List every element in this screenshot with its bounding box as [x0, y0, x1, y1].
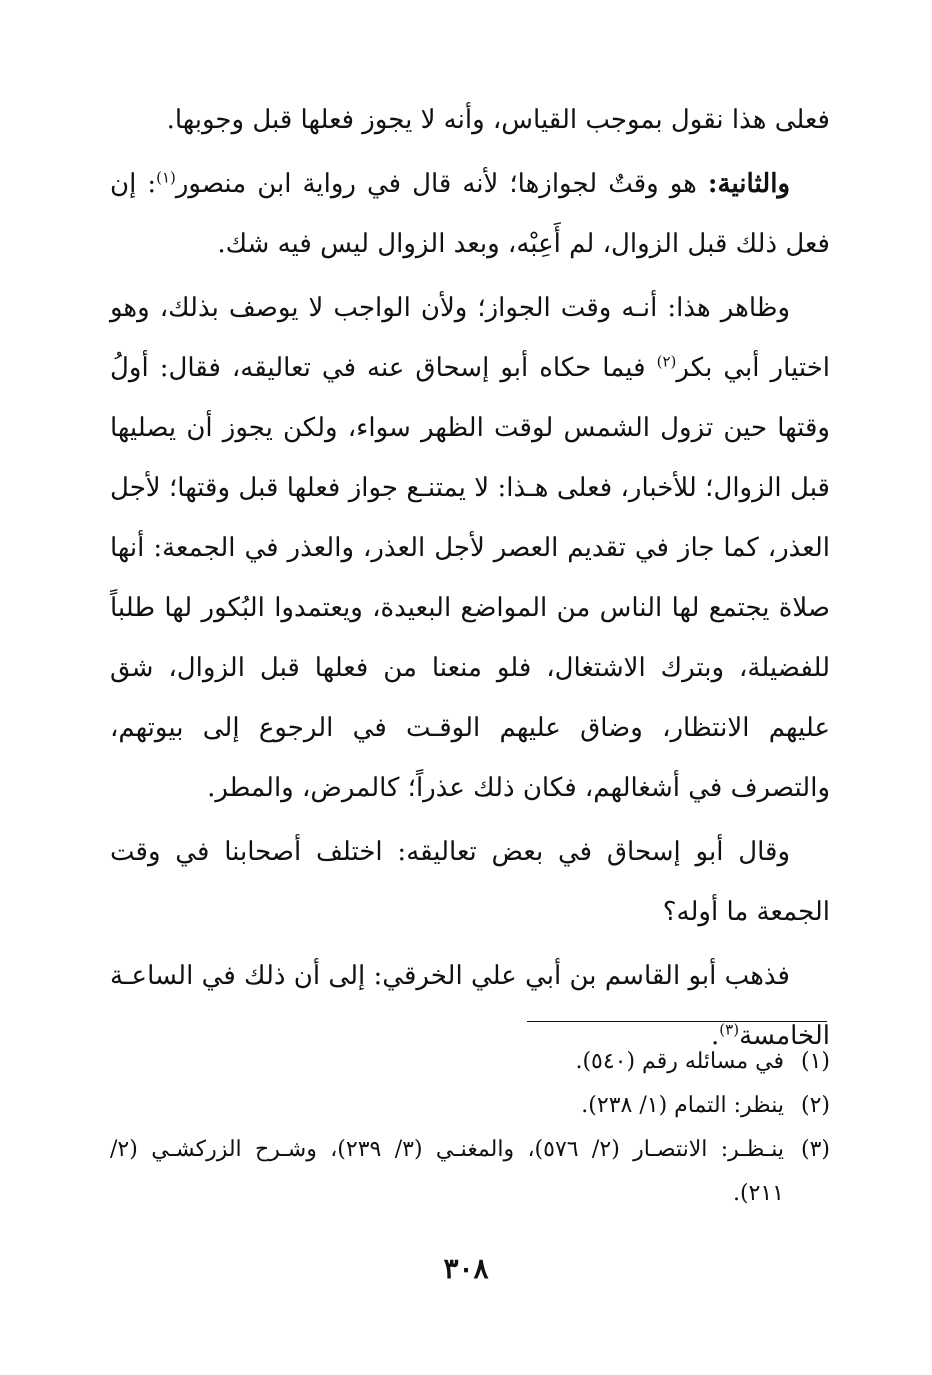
paragraph-text: وقال أبو إسحاق في بعض تعاليقه: اختلف أصحابنا في وقت الجمعة ما أوله؟	[110, 837, 830, 927]
paragraph-1	[110, 90, 830, 150]
footnote-text: ينظر: التمام (١/ ٢٣٨).	[581, 1093, 784, 1118]
footnote-number: (٢)	[800, 1093, 830, 1118]
footnote-1	[110, 1040, 830, 1084]
main-text	[110, 90, 830, 1070]
paragraph-3	[110, 278, 830, 818]
paragraph-text-continued: : إن فعل ذلك قبل الزوال، لم أَعِبْه، وبعد الزوال ليس فيه شك.	[110, 169, 830, 259]
footnote-ref: (٢)	[656, 352, 677, 371]
footnote-number: (١)	[800, 1049, 830, 1074]
footnote-ref: (٣)	[719, 1020, 740, 1039]
footnote-ref: (١)	[156, 168, 176, 187]
footnote-divider	[527, 1021, 827, 1022]
footnotes	[110, 1040, 830, 1216]
paragraph-text-continued: .	[711, 1021, 720, 1051]
paragraph-2	[110, 154, 830, 274]
footnote-number: (٣)	[800, 1137, 830, 1162]
paragraph-text-continued: فيما حكاه أبو إسحاق عنه في تعاليقه، فقال: أولُ وقتها حين تزول الشمس لوقت الظهر سواء، ولكن يجوز أن يصليها قبل الزوال؛ للأخبار، فعلى هـذا: لا يمتنـع جواز فعلها قبل وقتها؛ لأجل العذر، كما جاز في تقديم العصر لأجل العذر، والعذر في الجمعة: أنها صلاة يجتمع لها الناس من المواضع البعيدة، ويعتمدوا البُكور لها طلباً للفضيلة، وبترك الاشتغال، فلو منعنا من فعلها قبل الزوال، شق عليهم الانتظار، وضاق عليهم الوقـت في الرجوع إلى بيوتهم، والتصرف في أشغالهم، فكان ذلك عذراً؛ كالمرض، والمطر.	[110, 353, 830, 803]
page-number: ٣٠٨	[443, 1252, 489, 1285]
paragraph-4	[110, 822, 830, 942]
footnote-text: ينـظـر: الانتصـار (٢/ ٥٧٦)، والمغنـي (٣/ ٢٣٩)، وشـرح الزركشـي (٢/ ٢١١).	[110, 1137, 785, 1206]
paragraph-text: هو وقتٌ لجوازها؛ لأنه قال في رواية ابن منصور	[175, 169, 708, 199]
footnote-3	[110, 1128, 830, 1216]
paragraph-lead: والثانية:	[707, 169, 790, 199]
footnote-2	[110, 1084, 830, 1128]
paragraph-text: وظاهر هذا: أنـه وقت الجواز؛ ولأن الواجب لا يوصف بذلك، وهو اختيار أبي بكر	[110, 293, 830, 383]
paragraph-text: فذهب أبو القاسم بن أبي علي الخرقي: إلى أن ذلك في الساعـة الخامسة	[110, 961, 830, 1051]
paragraph-text: فعلى هذا نقول بموجب القياس، وأنه لا يجوز فعلها قبل وجوبها.	[166, 105, 830, 135]
footnote-text: في مسائله رقم (٥٤٠).	[575, 1049, 784, 1074]
